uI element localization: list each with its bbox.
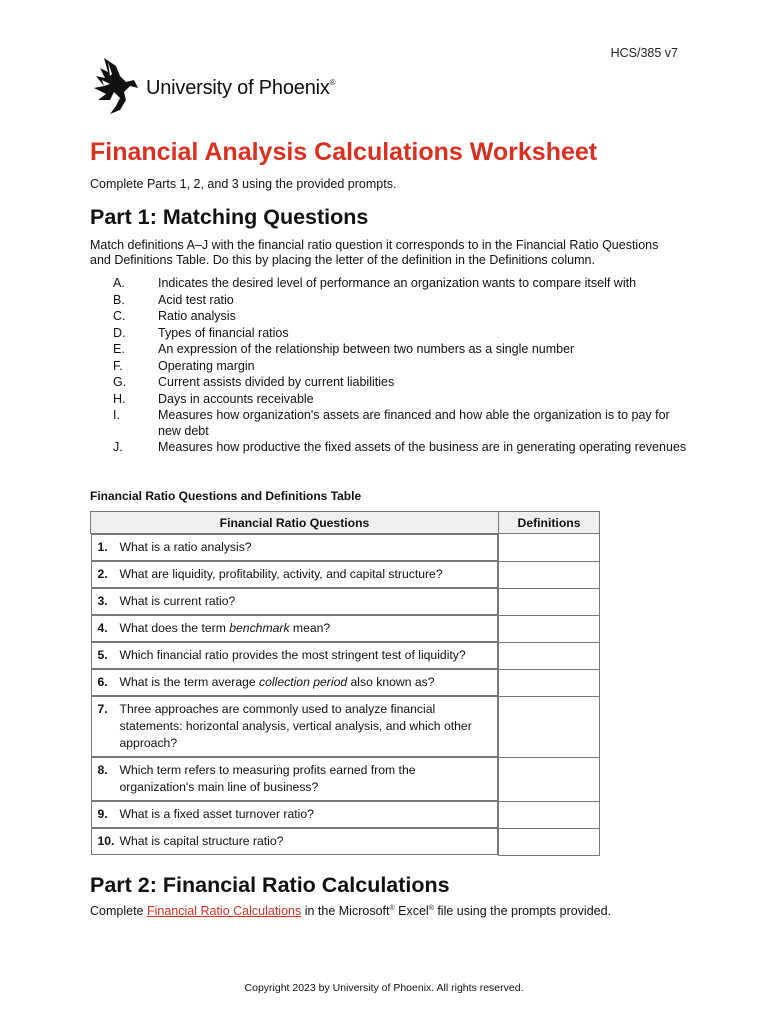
question-text	[120, 701, 492, 752]
question-text	[120, 833, 284, 850]
registered-mark: ®	[428, 904, 434, 912]
ratio-questions-table	[90, 511, 600, 856]
university-logo	[90, 56, 335, 116]
definition-answer-cell[interactable]	[499, 669, 600, 696]
question-segment: Which financial ratio provides the most stringent test of liquidity?	[119, 648, 466, 662]
question-number: 2.	[97, 567, 108, 581]
registered-mark: ®	[329, 77, 336, 87]
definition-item	[90, 276, 690, 292]
table-header-row	[91, 512, 600, 534]
definition-text: Current assists divided by current liabilities	[158, 375, 395, 389]
definition-text: An expression of the relationship between two numbers as a single number	[158, 342, 575, 356]
question-text	[120, 593, 236, 610]
definition-text: Days in accounts receivable	[158, 391, 314, 406]
table-row	[91, 561, 600, 588]
question-cell	[91, 615, 499, 642]
question-cell	[91, 801, 499, 828]
part2-heading: Part 2: Financial Ratio Calculations	[90, 873, 450, 897]
definition-answer-cell[interactable]	[499, 801, 600, 828]
question-cell	[91, 757, 499, 801]
definition-item	[90, 375, 690, 391]
question-text	[120, 539, 252, 556]
part2-text-mid1: in the Microsoft	[301, 904, 390, 918]
question-segment: What is capital structure ratio?	[119, 834, 284, 848]
question-segment: What is the term average	[119, 675, 260, 689]
phoenix-bird-icon	[90, 56, 140, 116]
question-cell	[91, 642, 499, 669]
definition-letter: E.	[113, 342, 125, 356]
definition-text: Operating margin	[158, 358, 255, 373]
definition-text: Measures how productive the fixed assets of the business are in generating operating revenues	[158, 440, 687, 454]
table-caption: Financial Ratio Questions and Definitions Table	[90, 489, 362, 503]
question-segment: Three approaches are commonly used to analyze financial statements: horizontal analysis, vertical analysis, and which other approach?	[119, 702, 472, 750]
questions-column-header: Financial Ratio Questions	[91, 512, 499, 534]
logo-text: University of Phoenix	[146, 76, 330, 99]
question-number: 1.	[97, 540, 108, 554]
question-text	[120, 647, 466, 664]
definitions-column-header: Definitions	[499, 512, 600, 534]
definition-answer-cell[interactable]	[499, 561, 600, 588]
definition-answer-cell[interactable]	[499, 696, 600, 757]
question-text	[120, 762, 492, 796]
part1-description: Match definitions A–J with the financial ratio question it corresponds to in the Financial Ratio Questions and Definitions Table. Do this by placing the letter of the definition in the Definitions column.	[90, 238, 659, 267]
definition-letter: F.	[113, 358, 123, 373]
copyright-footer: Copyright 2023 by University of Phoenix. All rights reserved.	[244, 982, 524, 994]
definition-answer-cell[interactable]	[499, 615, 600, 642]
table-row	[91, 534, 600, 562]
definition-item	[90, 342, 690, 358]
part2-text-pre: Complete	[90, 904, 147, 918]
question-text	[120, 674, 435, 691]
question-segment: mean?	[289, 621, 331, 635]
definition-letter: C.	[113, 309, 126, 323]
question-number: 5.	[97, 648, 108, 662]
question-cell	[91, 588, 499, 615]
table-row	[91, 801, 600, 828]
definition-answer-cell[interactable]	[499, 757, 600, 801]
table-row	[91, 757, 600, 801]
table-row	[91, 615, 600, 642]
definition-letter: G.	[113, 375, 127, 389]
definition-letter: D.	[113, 325, 126, 340]
part2-text-post: file using the prompts provided.	[433, 904, 612, 918]
definition-text: Types of financial ratios	[158, 325, 289, 340]
definition-letter: J.	[113, 440, 123, 454]
question-cell	[91, 534, 499, 561]
table-row	[91, 669, 600, 696]
question-segment: What is current ratio?	[119, 594, 236, 608]
definition-item	[90, 392, 690, 408]
definition-item	[90, 440, 690, 456]
table-row	[91, 828, 600, 855]
definition-text: Indicates the desired level of performance an organization wants to compare itself with	[158, 276, 637, 290]
definition-text: Ratio analysis	[158, 309, 236, 323]
question-segment: also known as?	[347, 675, 435, 689]
definition-answer-cell[interactable]	[499, 642, 600, 669]
part2-description	[90, 904, 611, 918]
question-segment: What is a fixed asset turnover ratio?	[119, 807, 314, 821]
question-text	[120, 620, 331, 637]
question-number: 4.	[97, 621, 108, 635]
question-text	[120, 566, 443, 583]
question-emphasis: collection period	[259, 675, 348, 689]
question-number: 8.	[97, 763, 108, 777]
table-row	[91, 696, 600, 757]
question-cell	[91, 828, 499, 855]
definition-answer-cell[interactable]	[499, 588, 600, 615]
definitions-list	[90, 276, 690, 457]
question-number: 3.	[97, 594, 108, 608]
definition-text: Measures how organization's assets are financed and how able the organization is to pay for new debt	[158, 408, 670, 438]
question-number: 9.	[97, 807, 108, 821]
definition-text: Acid test ratio	[158, 292, 234, 307]
definition-item	[90, 326, 690, 342]
question-cell	[91, 561, 499, 588]
definition-answer-cell[interactable]	[499, 828, 600, 855]
logo-wordmark	[146, 73, 335, 100]
definition-item	[90, 293, 690, 309]
question-emphasis: benchmark	[229, 621, 290, 635]
definition-letter: A.	[113, 276, 125, 290]
table-row	[91, 588, 600, 615]
financial-ratio-calculations-link[interactable]: Financial Ratio Calculations	[146, 904, 302, 918]
course-code: HCS/385 v7	[610, 46, 678, 60]
question-cell	[91, 696, 499, 757]
question-number: 10.	[97, 834, 115, 848]
question-segment: What are liquidity, profitability, activity, and capital structure?	[119, 567, 443, 581]
definition-letter: I.	[113, 408, 120, 422]
table-row	[91, 642, 600, 669]
registered-mark: ®	[389, 904, 395, 912]
part1-heading: Part 1: Matching Questions	[90, 205, 369, 229]
part2-text-mid2: Excel	[394, 904, 429, 918]
question-segment: Which term refers to measuring profits earned from the organization's main line of business?	[119, 763, 416, 794]
question-cell	[91, 669, 499, 696]
definition-answer-cell[interactable]	[499, 534, 600, 562]
question-number: 6.	[97, 675, 108, 689]
question-text	[120, 806, 314, 823]
definition-letter: H.	[113, 391, 126, 406]
question-segment: What does the term	[119, 621, 230, 635]
intro-text: Complete Parts 1, 2, and 3 using the provided prompts.	[90, 177, 397, 191]
definition-item	[90, 359, 690, 375]
question-segment: What is a ratio analysis?	[119, 540, 252, 554]
question-number: 7.	[97, 702, 108, 716]
page-title: Financial Analysis Calculations Worksheet	[90, 138, 598, 166]
definition-item	[90, 309, 690, 325]
definition-item	[90, 408, 690, 439]
definition-letter: B.	[113, 292, 125, 307]
